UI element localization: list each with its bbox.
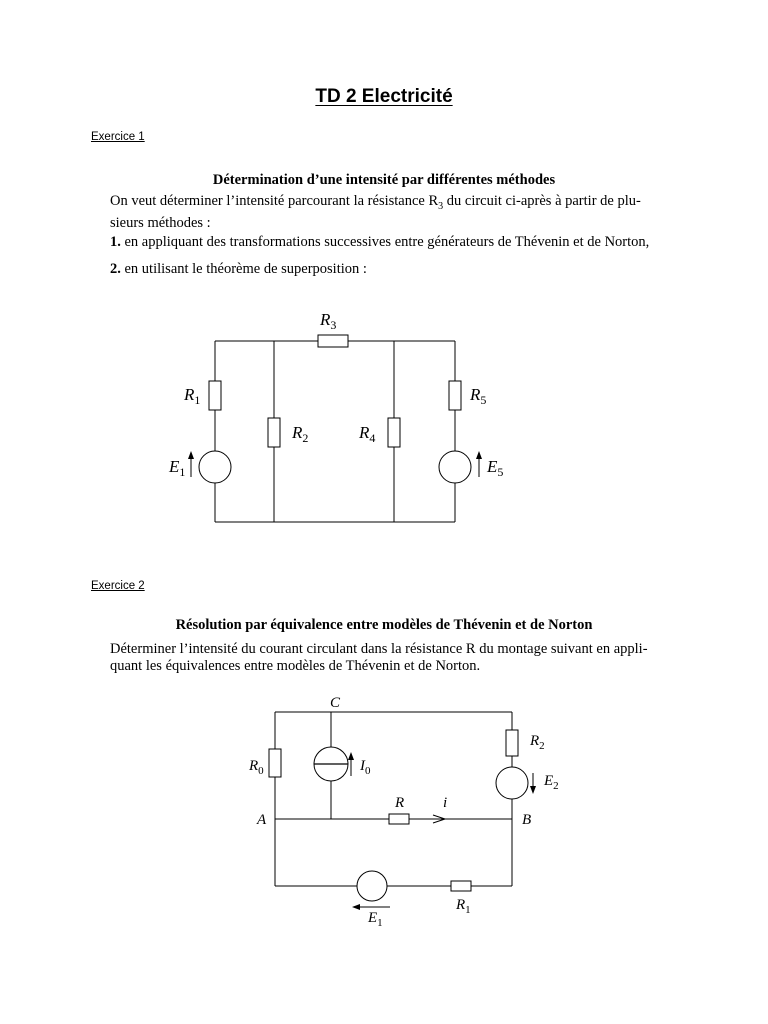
arrow-down-icon (530, 786, 536, 794)
label-r0: $R_0$ (249, 758, 264, 777)
page-title: TD 2 Electricité (315, 86, 453, 107)
resistor-r1 (209, 381, 221, 410)
circuit-diagram-1 (0, 300, 768, 540)
label-r2: $R_2$ (292, 423, 309, 445)
label-e1: $E_1$ (368, 910, 383, 929)
resistor-r4 (388, 418, 400, 447)
resistor-r3 (318, 335, 348, 347)
voltage-source-e5 (439, 451, 471, 483)
label-r2: $R_2$ (530, 733, 545, 752)
resistor-r5 (449, 381, 461, 410)
resistor-r1 (451, 881, 471, 891)
resistor-r (389, 814, 409, 824)
label-e2: $E_2$ (544, 773, 559, 792)
arrow-up-icon (476, 451, 482, 459)
exercise-1-label: Exercice 1 (91, 131, 145, 143)
exercise-1-heading: Détermination d’une intensité par différentes méthodes (212, 172, 556, 188)
exercise-1-item-2: 2. en utilisant le théorème de superposition : (110, 261, 367, 277)
label-r4: $R_4$ (359, 423, 376, 445)
exercise-2-text-line-2: quant les équivalences entre modèles de Thévenin et de Norton. (110, 658, 481, 674)
circuit-diagram-2 (0, 685, 768, 935)
label-r1: $R_1$ (456, 897, 471, 916)
label-e1: $E_1$ (169, 457, 186, 479)
voltage-source-e1 (199, 451, 231, 483)
exercise-1-item-1: 1. en appliquant des transformations successives entre générateurs de Thévenin et de Norton, (110, 234, 650, 250)
arrow-up-icon (188, 451, 194, 459)
resistor-r2 (506, 730, 518, 756)
exercise-2-heading: Résolution par équivalence entre modèles de Thévenin et de Norton (175, 617, 593, 633)
intro-line-1: On veut déterminer l’intensité parcourant la résistance $R_3$ du circuit ci-après à partir de plu- (110, 193, 641, 212)
label-i0: $I_0$ (360, 758, 371, 777)
label-r3: $R_3$ (320, 310, 337, 332)
arrow-up-icon (348, 752, 354, 760)
exercise-1-intro (110, 193, 725, 232)
node-a-label: A (257, 812, 267, 828)
node-c-label: C (330, 695, 341, 711)
arrow-left-icon (352, 904, 360, 910)
voltage-source-e2 (496, 767, 528, 799)
voltage-source-e1 (357, 871, 387, 901)
label-r1: $R_1$ (184, 385, 201, 407)
exercise-2-label: Exercice 2 (91, 580, 145, 592)
exercise-2-text-line-1: Déterminer l’intensité du courant circulant dans la résistance R du montage suivant en appli- (110, 641, 648, 657)
intro-line-2: sieurs méthodes : (110, 214, 211, 231)
label-r: R (395, 795, 405, 811)
node-b-label: B (522, 812, 532, 828)
exercise-2-text (110, 641, 725, 675)
label-e5: $E_5$ (487, 457, 504, 479)
label-r5: $R_5$ (470, 385, 487, 407)
resistor-r2 (268, 418, 280, 447)
resistor-r0 (269, 749, 281, 777)
label-i: i (443, 795, 448, 811)
